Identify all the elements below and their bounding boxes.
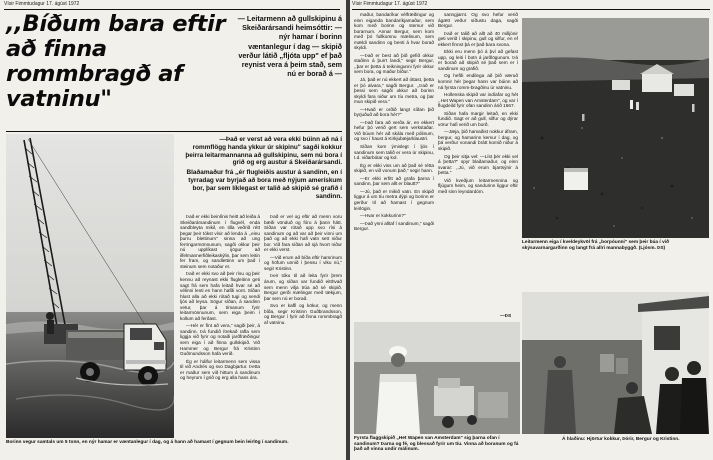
paragraph: —Við erum að bíða eftir hamrinum og höfum unnið í þessu í viku nú," segir Kristinn.: [264, 254, 342, 271]
right-page: [350, 0, 713, 460]
article-headline: ,,Bíðum bara eftir að finna rommbragð af vatninu": [6, 11, 226, 112]
paragraph: Svo er kaffi og kökur, og menn bíða, segir Kristinn Guðbrandsson, og Bergur í fyrir að finna rommbragð af vatninu.: [264, 303, 342, 325]
group-photo-caption: Á hlaðinu: Hjörtur kokkur, Þórir, Bergur og Kristinn.: [562, 437, 680, 442]
paragraph: Það er talið að allt að 40 milljónir geti verið í skipinu, gull og silfur, en ef ekkert finnst þá er það bara svona.: [438, 30, 518, 47]
camp-photo-caption: Leitarmenn eiga í kveldeykvöl frá „borpóunni" sem þeir búa í við skýsavarnargarðinn og langt frá allri mannabyggð. (Ljósm. ÞS): [522, 240, 670, 251]
article-subdeck: — Leitarmenn að gullskipinu á Skeiðarársandi heimsóttir: — nýr hamar í borinn væntanlegur í dag — skipið verður látið „fljóta upp" ef það reynist vera á þeim stað, sem nú er borað á —: [237, 14, 342, 79]
paragraph: —Hér er fínt að vera," sagði þeir, á sandinn. Þá fundið ítrekað rafla sem liggja við fyrir og notaði jarðfræðingur sem eiga í að finna gullskipið. Við Hammer og Bergur frá Kristinn Guðmundsson hafa verið.: [180, 323, 260, 357]
page-header-right: Vísir Fimmtudagur 17. ágúst 1972: [352, 1, 428, 7]
paragraph: Það er ekki svo að þeir rísu og þeir kennu að reynast ekki flugleitinn geti sagt frá sem hafa leitað hvar sé að vélinni lenti en hann hafði vont. Síðan hlust alla að ekki rótað tugi og sendi ljós að leysa. Sögur síðan, á sandinn vetur, þar á tímanum fyrir leitarmönnunum, sem eiga þeim í kollum að ferðast.: [180, 271, 260, 321]
paragraph: maður, bandaríkur vélfræðingur og einn eiganda bandaríkjamaður, sem kom með borinn og stemur við borarnum. Annar Bergur, sem kom með þó fullkomnu mælinum, sem mældi sandinn og benti á hvar borað skyldi.: [354, 12, 434, 51]
paragraph: Ekki eru menn þó á því að gefast upp, og leiti í botn á jarðlögunum. Þá er borað að skipið sé það sem er í sandinum og grafið.: [438, 49, 518, 71]
paragraph: —Hvað er orðið langt síðan þið byrjuðuð að bora hér?": [354, 106, 434, 118]
lead-paragraphs: [180, 136, 342, 212]
author-signature: —ÞS: [500, 314, 512, 319]
paragraph: —Jú, það er mikið vatn. En skipið liggur á um tíu metra dýpi og borinn er gerður til að hamast í gegnum leirlögin.: [354, 188, 434, 211]
right-body-column-2: [438, 12, 518, 314]
group-photo: [522, 292, 709, 434]
paragraph: —Það ynni alltaf í sandinum," sagði Bergur.: [354, 220, 434, 232]
left-page: [0, 0, 346, 460]
paragraph: Hollenska skipið var indíafar og hét ,,Het Wapen van Amsterdam", og var í flugdeild fyrir ofan sandinn árið 1667.: [438, 92, 518, 109]
lead-paragraph-1: —Það er verst að vera ekki búinn að ná í rommflögg handa ykkur úr skipinu" sagði kokkur þeirra leitarmannanna að gullskipinu, sem nú bora í grið og erg austur á Skeiðarársandi.: [185, 136, 342, 167]
cook-photo-caption: Fyrsta flaggskipið „Het Wapen van Amsterdam" sig þarna ofan í sandinum? Þarna og fé, og blessað fyrir um tíu. Vinna að boranum og fá það að vinna undir málinum.: [354, 436, 519, 453]
header-rule: [352, 9, 710, 10]
paragraph: —Er ekki erfitt að grafa þarna í sandinn, þar sem allt er blautt?": [354, 175, 434, 187]
paragraph: Þeir tóku til að leita fyrir þrem árum, og síðan var fundið eitthvað sem menn vilja trúa að sé skipið. Bergur gerði mælingar með tækjum, þar sem nú er borað.: [264, 273, 342, 301]
paragraph: —Það fara að verða ár, en ekkert hefur þó verið gert sem verkstaðar. Við búum hér að skála með pólinum, og svo í haust á Kirkjubæjarklaustri.: [354, 119, 434, 142]
paragraph: Og þeir sitja vel: —Líst þér ekki vel á þetta?" spyr blaðamaður, og einn svarar: ,,Jú, við erum bjartsýnir á þetta.": [438, 153, 518, 176]
paragraph: Síðan kom ýmislegt í ljós í sandinum sem talið er vera úr skipinu, t.d. viðarbútar og kol.: [354, 144, 434, 161]
page-header-left: Vísir Fimmtudagur 17. ágúst 1972: [4, 1, 80, 7]
paragraph: Síðan hafa margir leitað, en ekki fundið. Sagt er að gull, silfur og dýrar vörur hafi verið um borð.: [438, 110, 518, 127]
right-body-column-1: [354, 12, 434, 320]
camp-photo: [522, 18, 709, 238]
left-body-column-1: [180, 214, 260, 450]
paragraph: Ég er ekki viss um að það sé rétta skipið, en við vonum það," segir hann.: [354, 162, 434, 174]
cook-photo: [354, 322, 520, 434]
paragraph: —Jæja, þið hamaðist nokkur áfram, bergur, og hamarinn kemur í dag, og þá verður vonandi brátt komið niður á skipið.: [438, 129, 518, 152]
left-body-column-2: [264, 214, 342, 450]
paragraph: —Hvar er kokkurinn?": [360, 213, 406, 219]
paragraph: Ég er hálfur leitarmenn sem vissa til við Andrés og svo Dagbjartur. Þetta er maður sem við hittum á sandinum og heyrum í grið og erg alla hans ára.: [180, 358, 260, 381]
paragraph: Við kveðjum leitarmennina og fljúgum heim, og sandurinn liggur eftir með sinn leyndardóm.: [438, 177, 518, 194]
header-rule: [4, 9, 340, 10]
paragraph: Það er vel og eftir að menn voru bæði vönduð og fóru á þann hátt. Síðan var rótað upp svo rísi á sandinum og að var að þeir vinni um það og að ekki hafi vatn sett niður bor. Við fara síðan að sjá hvort niður er ekki verst.: [264, 214, 342, 253]
paragraph: Það er ekki beinlínis heitt að leiða á Skeiðarársandinum í flugvél, enda sandbleyta mikil, en tilla veðrið rétt þegar þeir tókst vísir að lenda á ,,einu þurru blettinum" sinna að ung ferringarmönnunum, sagði okkur þeir nú upplíkast ijögur að ilfelmannerfiðleikaskýlin, þar sem leitin fer fram, og sandlettinn um það í steinum sem notaður er.: [180, 214, 260, 269]
paragraph: sanngjarnt. Og svo hefur verið ágætt veður síðustu daga, sagði Bergur.: [438, 12, 518, 29]
drilling-rig-photo: [6, 134, 174, 438]
paragraph: Og hefði endilega að þið væruð komnir hér þegar hann var búinn að ná fyrsta romm-bragðinu úr vatninu.: [438, 73, 518, 90]
headline-rule: [6, 131, 342, 132]
lead-paragraph-2: Blaðamaður frá ,,ér flugleiðis austur á sandinn, en í tyrradag var byrjað að bora með nýjum amerískum bor, þar sem líklegast er talið að skipið sé grafið í sandinn.: [186, 169, 342, 200]
paragraph: Já, það er nú ekkert að óttast, þetta er þó alvara," sagði Bergur. ,,Það er þessi sem sagði okkur að borinn skyldi fara niður um tíu metra, og þar mun skipið vera.": [354, 77, 434, 105]
paragraph: —Það er best að þið gefið okkur staðinn á þurrt landi," segir Bergur, ,,þar er þetta á teikningunni fyrir okkur sem bora, og maður bíður.": [354, 52, 434, 75]
left-photo-caption: Borinn vegur samtals um 5 tonn, en nýr hamar er væntanlegur í dag, og á hann að hamast í gegnum bein leirlög í sandinum.: [6, 440, 289, 445]
